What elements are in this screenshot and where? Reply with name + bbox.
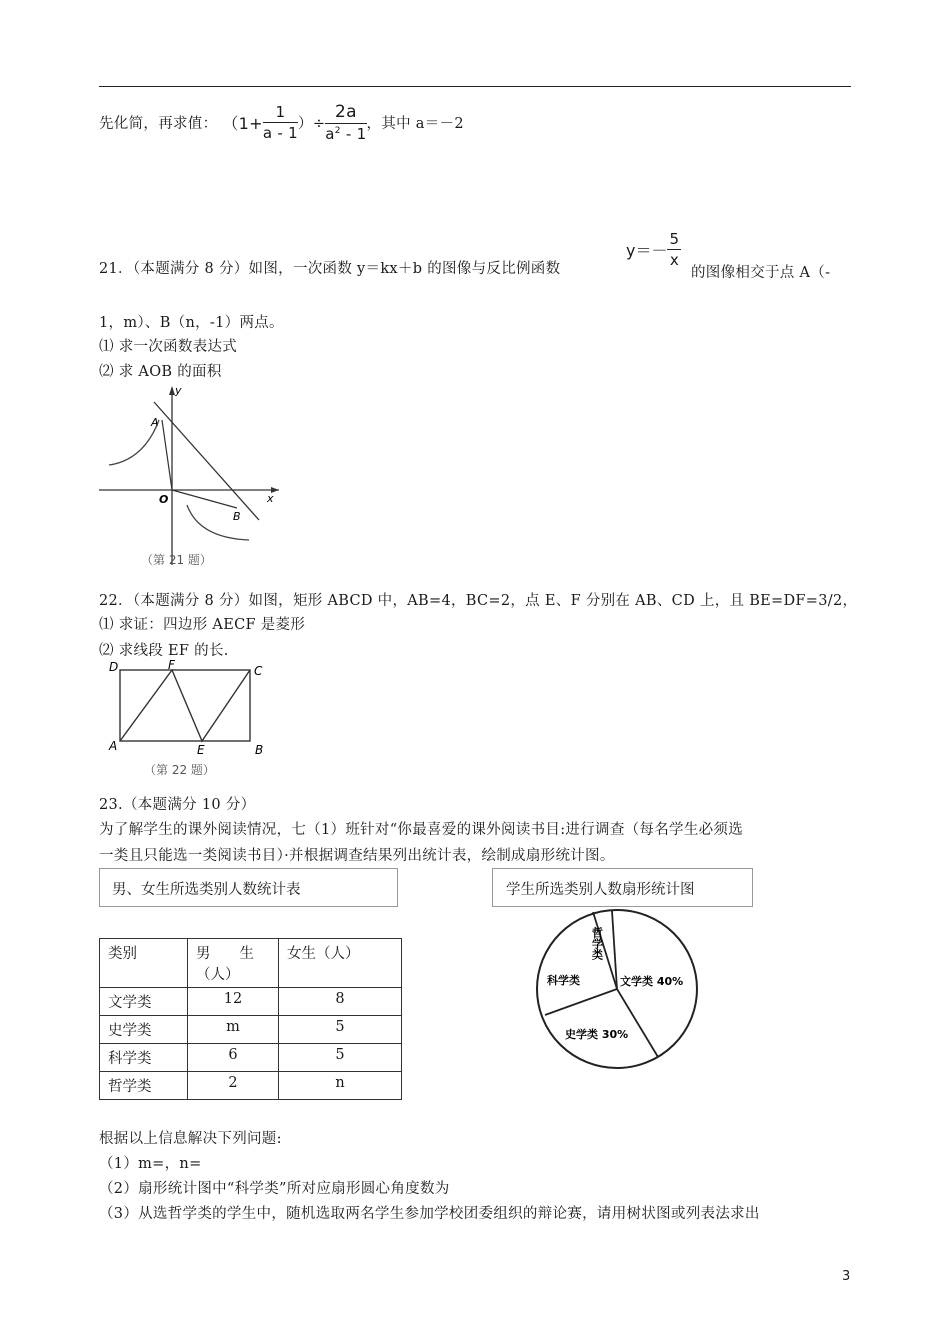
q21-figure [99,380,289,570]
table-row: 科学类 6 5 [100,1044,402,1072]
pie-label-literature: 文学类 40% [620,975,684,988]
table-caption: 男、女生所选类别人数统计表 [112,882,301,898]
fraction-1: $\frac{1}{a - 1}$ [262,103,299,142]
sub-question-3: （3）从选哲学类的学生中，随机选取两名学生参加学校团委组织的辩论赛，请用树状图或列表法求出 [99,1206,760,1222]
header-female: 女生（人） [279,939,402,988]
table-row: 史学类 m 5 [100,1016,402,1044]
stats-table [99,938,402,1100]
table-header-row [100,939,402,988]
table-caption-box [99,868,398,907]
simplify-prefix: 先化简，再求值： [99,116,218,132]
pie-caption: 学生所选类别人数扇形统计图 [506,882,695,898]
q23-intro1: 为了解学生的课外阅读情况，七（1）班针对“你最喜爱的课外阅读书目:进行调查（每名学生必须选 [99,822,744,838]
q21-text3: 1，m）、B（n，-1）两点。 [99,315,284,331]
pie-label-philosophy: 哲学类 [590,927,604,960]
q21-part1: ⑴ 求一次函数表达式 [99,339,238,355]
simplify-suffix: ，其中 a＝－2 [366,116,464,132]
o-label: O [159,493,169,506]
b-label: B [233,510,241,523]
q22-caption: （第 22 题） [144,763,215,777]
header-rule [99,86,851,87]
q22-text1: 22．（本题满分 8 分）如图，矩形 ABCD 中，AB=4，BC=2，点 E、F 分别在 AB、CD 上，且 BE=DF=3/2， [99,593,858,609]
q22-part1: ⑴ 求证：四边形 AECF 是菱形 [99,617,306,633]
close-div: ）÷ [298,116,326,132]
q21-text2: 的图像相交于点 A（- [691,265,831,281]
x-label: x [267,492,274,505]
label-f: F [168,658,175,672]
simplify-problem [99,102,464,143]
rectangle-ABCD [120,670,250,741]
header-category: 类别 [100,939,188,988]
q21-part2: ⑵ 求 AOB 的面积 [99,364,222,380]
q23-intro2: 一类且只能选一类阅读书目）·并根据调查结果列出统计表，绘制成扇形统计图。 [99,848,615,864]
q23-title: 23.（本题满分 10 分） [99,797,256,813]
header-male: 男 生 （人） [188,939,279,988]
y-label: y [175,384,182,397]
segment-OA [162,420,172,490]
pie-label-science: 科学类 [547,974,580,987]
pie-chart [535,905,715,1075]
sub-question-1: （1）m=，n= [99,1156,202,1172]
segment-OB [172,490,237,508]
rhombus-AECF [120,670,250,741]
label-a: A [109,739,118,753]
label-e: E [197,743,205,757]
table-row: 文学类 12 8 [100,988,402,1016]
q22-figure [99,658,289,782]
pie-caption-box [492,868,753,907]
q22-part2: ⑵ 求线段 EF 的长. [99,643,229,659]
sub-question-2: （2）扇形统计图中“科学类”所对应扇形圆心角度数为 [99,1181,450,1197]
label-c: C [254,664,263,678]
linear-function [154,402,259,520]
page-number: 3 [842,1269,851,1284]
q21-text1: 21．（本题满分 8 分）如图，一次函数 y＝kx＋b 的图像与反比例函数 [99,261,561,277]
q21-function: y＝－ $\frac{5}{x}$ [626,230,680,269]
open-paren: （1+ [222,114,263,133]
pie-label-history: 史学类 30% [565,1028,629,1041]
table-row: 哲学类 2 n [100,1072,402,1100]
q21-caption: （第 21 题） [141,553,212,567]
solve-intro: 根据以上信息解决下列问题: [99,1131,282,1147]
a-label: A [151,416,159,429]
fraction-2: $\frac{2a}{a^2 - 1}$ [325,102,367,143]
label-b: B [255,743,264,757]
label-d: D [109,660,119,674]
